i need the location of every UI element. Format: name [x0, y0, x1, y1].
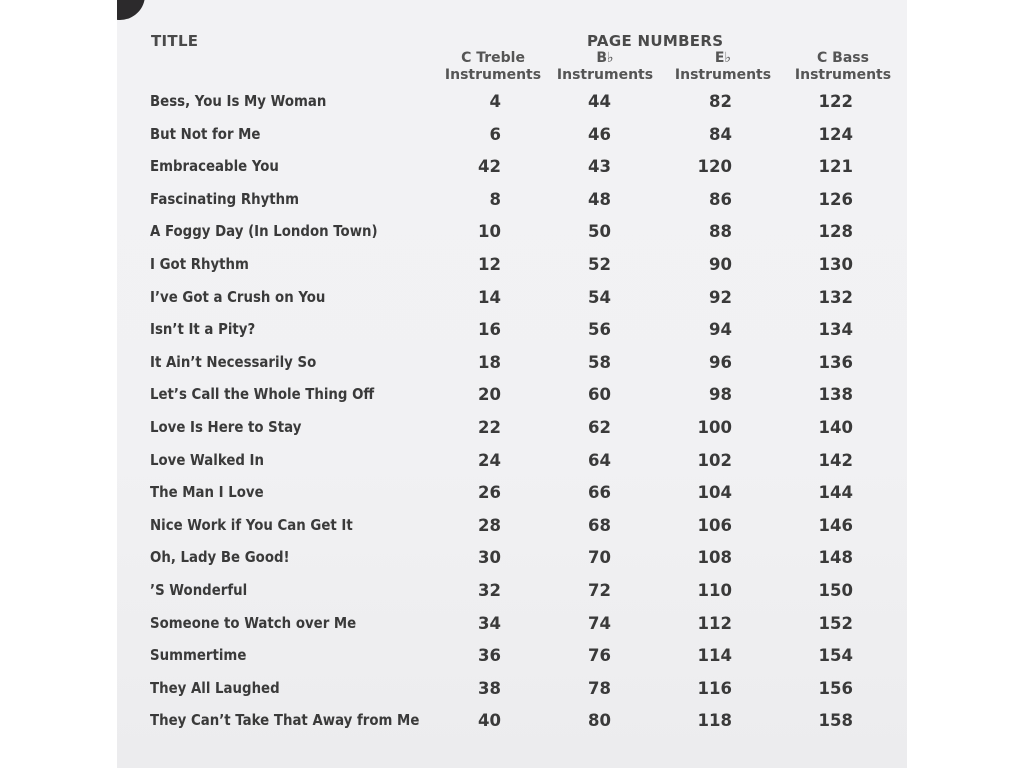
page-c-bass: 138 [818, 385, 853, 405]
song-title: Fascinating Rhythm [150, 189, 300, 208]
page-e-flat: 102 [697, 450, 732, 470]
page-e-flat: 104 [697, 483, 732, 503]
column-heading-c-bass: C Bass Instruments [794, 50, 892, 83]
song-title: I Got Rhythm [150, 255, 249, 273]
page-e-flat: 84 [709, 124, 732, 144]
song-row [117, 451, 907, 483]
page-b-flat: 58 [588, 352, 611, 372]
page-b-flat: 60 [588, 385, 611, 405]
song-title: The Man I Love [150, 483, 264, 502]
song-title: Someone to Watch over Me [150, 613, 357, 632]
page-e-flat: 116 [697, 678, 732, 698]
song-title: Let’s Call the Whole Thing Off [150, 385, 375, 404]
page-b-flat: 56 [588, 320, 611, 340]
page-e-flat: 100 [697, 418, 732, 437]
page-b-flat: 44 [588, 92, 611, 111]
page-c-bass: 130 [818, 255, 853, 274]
page-c-bass: 140 [818, 418, 853, 437]
page-b-flat: 80 [588, 711, 611, 731]
song-title: Oh, Lady Be Good! [150, 548, 290, 567]
page-e-flat: 96 [709, 352, 732, 372]
page-c-bass: 156 [818, 678, 853, 698]
song-title: ’S Wonderful [150, 581, 248, 599]
column-heading-c-treble: C Treble Instruments [444, 50, 542, 83]
page-c-bass: 134 [818, 320, 853, 340]
page-c-treble: 20 [478, 385, 501, 405]
page-c-treble: 14 [478, 287, 501, 307]
song-title: Embraceable You [150, 157, 279, 176]
page-c-bass: 158 [818, 711, 853, 731]
page-c-bass: 122 [818, 92, 853, 111]
page-c-treble: 28 [478, 515, 501, 535]
page-c-bass: 148 [818, 548, 853, 568]
song-row [117, 483, 907, 515]
column-heading-e-flat: E♭ Instruments [674, 50, 772, 83]
song-row [117, 581, 907, 613]
page-e-flat: 106 [697, 515, 732, 535]
song-title: A Foggy Day (In London Town) [150, 222, 378, 241]
page-c-treble: 22 [478, 418, 501, 437]
song-row [117, 548, 907, 580]
song-title: Nice Work if You Can Get It [150, 515, 353, 534]
page-b-flat: 78 [588, 678, 611, 698]
page-c-treble: 30 [478, 548, 501, 568]
song-row [117, 125, 907, 157]
page-c-bass: 144 [818, 483, 853, 503]
page-b-flat: 64 [588, 450, 611, 470]
column-heading-b-flat: B♭ Instruments [556, 50, 654, 83]
page-e-flat: 88 [709, 222, 732, 242]
page-c-treble: 38 [478, 678, 501, 698]
page-c-bass: 136 [818, 352, 853, 372]
page-e-flat: 92 [709, 287, 732, 307]
page-c-bass: 126 [818, 189, 853, 209]
page-e-flat: 114 [697, 646, 732, 666]
page-b-flat: 74 [588, 613, 611, 633]
song-row [117, 646, 907, 678]
page-e-flat: 94 [709, 320, 732, 340]
page-c-treble: 8 [489, 189, 501, 209]
song-row [117, 418, 907, 450]
song-title: Isn’t It a Pity? [150, 320, 256, 339]
page-e-flat: 90 [709, 255, 732, 274]
page-c-bass: 150 [818, 581, 853, 600]
title-column-heading: TITLE [151, 32, 199, 50]
song-row [117, 92, 907, 124]
page-numbers-heading: PAGE NUMBERS [587, 32, 724, 50]
song-title: I’ve Got a Crush on You [150, 287, 326, 306]
page-c-treble: 40 [478, 711, 501, 731]
page-corner-tab [117, 0, 145, 20]
song-title: It Ain’t Necessarily So [150, 352, 317, 371]
page-b-flat: 62 [588, 418, 611, 437]
page-c-treble: 34 [478, 613, 501, 633]
page-c-treble: 4 [489, 92, 501, 111]
page-e-flat: 98 [709, 385, 732, 405]
page-b-flat: 43 [588, 157, 611, 177]
page-b-flat: 54 [588, 287, 611, 307]
page-c-treble: 24 [478, 450, 501, 470]
song-row [117, 288, 907, 320]
page-b-flat: 50 [588, 222, 611, 242]
song-title: Love Is Here to Stay [150, 418, 302, 436]
page-c-bass: 142 [818, 450, 853, 470]
song-row [117, 190, 907, 222]
song-row [117, 157, 907, 189]
page-e-flat: 108 [697, 548, 732, 568]
page-c-bass: 154 [818, 646, 853, 666]
page-c-treble: 12 [478, 255, 501, 274]
page-c-treble: 36 [478, 646, 501, 666]
page-c-bass: 152 [818, 613, 853, 633]
page-e-flat: 82 [709, 92, 732, 111]
page-c-bass: 132 [818, 287, 853, 307]
page-b-flat: 48 [588, 189, 611, 209]
song-row [117, 353, 907, 385]
page-e-flat: 118 [697, 711, 732, 731]
song-row [117, 255, 907, 287]
page-c-treble: 6 [489, 124, 501, 144]
song-row [117, 320, 907, 352]
song-title: Bess, You Is My Woman [150, 92, 327, 110]
page-c-treble: 18 [478, 352, 501, 372]
page-b-flat: 76 [588, 646, 611, 666]
page-c-treble: 42 [478, 157, 501, 177]
page-c-treble: 16 [478, 320, 501, 340]
song-title: Summertime [150, 646, 247, 665]
page-c-treble: 26 [478, 483, 501, 503]
page-b-flat: 46 [588, 124, 611, 144]
page-c-bass: 128 [818, 222, 853, 242]
song-row [117, 516, 907, 548]
page-c-treble: 10 [478, 222, 501, 242]
song-row [117, 222, 907, 254]
page-c-treble: 32 [478, 581, 501, 600]
page-e-flat: 86 [709, 189, 732, 209]
page-e-flat: 110 [697, 581, 732, 600]
page-b-flat: 68 [588, 515, 611, 535]
page-b-flat: 72 [588, 581, 611, 600]
page-b-flat: 70 [588, 548, 611, 568]
page-e-flat: 112 [697, 613, 732, 633]
song-title: But Not for Me [150, 124, 261, 143]
song-row [117, 679, 907, 711]
page-b-flat: 52 [588, 255, 611, 274]
songbook-index-page [117, 0, 907, 768]
song-row [117, 711, 907, 743]
page-e-flat: 120 [697, 157, 732, 177]
song-title: Love Walked In [150, 450, 265, 469]
page-b-flat: 66 [588, 483, 611, 503]
page-c-bass: 124 [818, 124, 853, 144]
song-row [117, 614, 907, 646]
song-row [117, 385, 907, 417]
page-c-bass: 121 [818, 157, 853, 177]
song-title: They Can’t Take That Away from Me [150, 711, 420, 730]
page-c-bass: 146 [818, 515, 853, 535]
song-title: They All Laughed [150, 678, 280, 697]
